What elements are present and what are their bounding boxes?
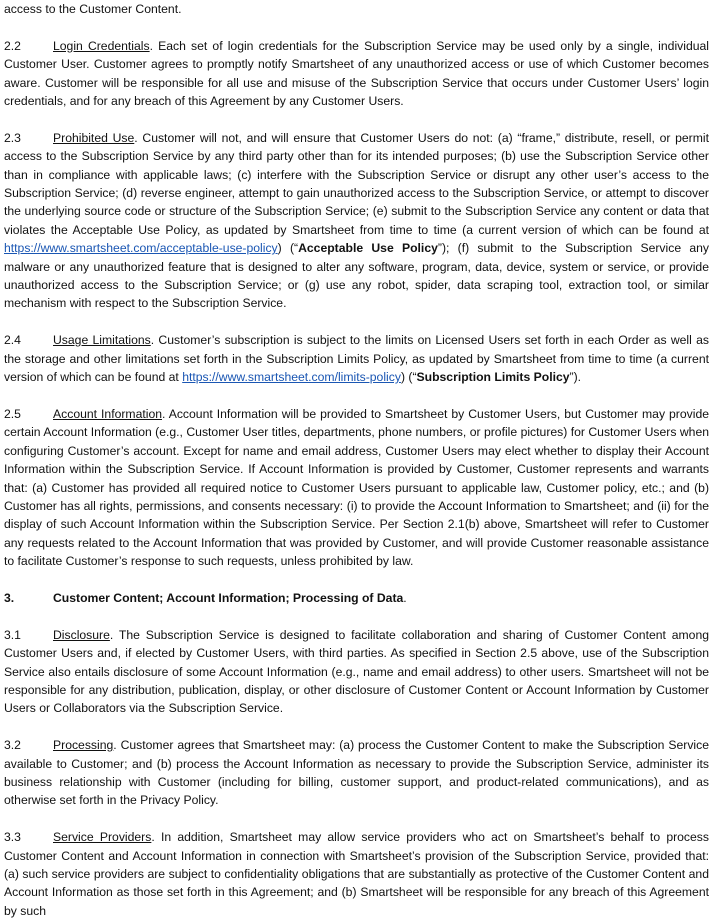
section-3-1 bbox=[4, 626, 709, 718]
section-number: 3. bbox=[4, 590, 15, 605]
section-body: . Account Information will be provided to Smartsheet by Customer Users, but Customer may provide certain Account Information (e.g., Customer User titles, departments, phone numbers, or profile pictures) for Customer Users when configuring Customer’s account. Except for name and email address, Customer Users may elect whether to display their Account Information within the Subscription Service. If Account Information is provided by Customer, Customer represents and warrants that: (a) Customer has provided all required notice to Customer Users pursuant to applicable law, Customer policy, etc.; and (b) Customer has all rights, permissions, and consents necessary: (i) to provide the Account Information to Smartsheet; and (ii) for the display of such Account Information within the Subscription Service. Per Section 2.1(b) above, Smartsheet will refer to Customer any requests related to the Account Information that was provided by Customer, and will provide Customer reasonable assistance to facilitate Customer’s response to such requests, unless prohibited by law. bbox=[4, 406, 709, 569]
section-heading: Prohibited Use bbox=[53, 130, 135, 145]
section-number: 2.4 bbox=[4, 333, 21, 348]
section-2-3: 2.3 Prohibited Use. Customer will not, and will ensure that Customer Users do not: (a) “frame,” distribute, resell, or permit access to the Subscription Service by any third party other than for its intended purposes; (b) use the Subscription Service other than in compliance with applicable laws; (c) interfere with the Subscription Service or disrupt any other user’s access to the Subscription Service; (d) reverse engineer, attempt to gain unauthorized access to the Subscription Service, or attempt to discover the underlying source code or structure of the Subscription Service; (e) submit to the Subscription Service any content or data that violates the Acceptable Use Policy, as updated by Smartsheet from time to time (a current version of which can be found at https://www.smartsheet.com/acceptable-use-policy) (“Acceptable Use Policy”); (f) submit to the Subscription Service any malware or any unauthorized feature that is designed to alter any software, program, data, device, system or service, or provide unauthorized access to the Subscription Service; or (g) use any robot, spider, data scraping tool, extraction tool, or similar mechanism with respect to the Subscription Service. bbox=[4, 130, 710, 311]
section-number: 3.2 bbox=[4, 738, 21, 753]
section-heading: Usage Limitations bbox=[53, 333, 151, 348]
section-number: 3.1 bbox=[4, 627, 21, 642]
section-heading: Service Providers bbox=[53, 830, 152, 845]
section-2-2 bbox=[4, 37, 709, 111]
section-heading: Processing bbox=[53, 738, 114, 753]
section-heading: Customer Content; Account Information; Processing of Data bbox=[53, 590, 404, 605]
section-heading: Login Credentials bbox=[53, 38, 150, 53]
section-3-title: 3. Customer Content; Account Information; Processing of Data. bbox=[4, 589, 709, 607]
section-body: . In addition, Smartsheet may allow service providers who act on Smartsheet’s behalf to process Customer Content and Account Information in connection with Smartsheet’s provision of the Subscription Service, provided that: (a) such service providers are subject to confidentiality obligations that are substantially as protective of the Customer Content and Account Information as those set forth in this Agreement; and (b) Smartsheet will be responsible for any breach of this Agreement by such bbox=[4, 830, 709, 918]
defined-term: Subscription Limits Policy bbox=[416, 370, 570, 385]
defined-term: Acceptable Use Policy bbox=[298, 241, 438, 256]
intro-line: access to the Customer Content. bbox=[4, 2, 182, 16]
section-heading: Disclosure bbox=[53, 627, 110, 642]
section-2-4: 2.4 Usage Limitations. Customer’s subscription is subject to the limits on Licensed Users set forth in each Order as well as the storage and other limitations set forth in the Subscription Limits Policy, as updated by Smartsheet from time to time (a current version of which can be found at https://www.smartsheet.com/limits-policy) (“Subscription Limits Policy”). bbox=[4, 333, 709, 385]
section-body: . The Subscription Service is designed to facilitate collaboration and sharing of Customer Content among Customer Users and, if elected by Customer Users, with third parties. As specified in Section 2.5 above, use of the Subscription Service also entails disclosure of some Account Information (e.g., name and email address) to other users. Smartsheet will not be responsible for any distribution, publication, display, or other disclosure of Customer Content or Account Information by Customer Users or Collaborators via the Subscription Service. bbox=[4, 627, 709, 716]
section-number: 2.2 bbox=[4, 38, 21, 53]
limits-policy-link[interactable]: https://www.smartsheet.com/limits-policy bbox=[182, 370, 401, 385]
section-number: 3.3 bbox=[4, 830, 21, 845]
acceptable-use-policy-link[interactable]: https://www.smartsheet.com/acceptable-use-policy bbox=[4, 241, 278, 256]
section-3-3 bbox=[4, 828, 709, 920]
section-3-2 bbox=[4, 736, 709, 810]
section-heading: Account Information bbox=[53, 406, 162, 421]
section-number: 2.3 bbox=[4, 130, 21, 145]
section-number: 2.5 bbox=[4, 406, 21, 421]
section-body: . Customer agrees that Smartsheet may: (a) process the Customer Content to make the Subscription Service available to Customer; and (b) process the Account Information as necessary to provide the Subscription Service, administer its business relationship with Customer (including for billing, customer support, and product-related communications), and as otherwise set forth in the Privacy Policy. bbox=[4, 738, 709, 808]
section-body: . Each set of login credentials for the Subscription Service may be used only by a single, individual Customer User. Customer agrees to promptly notify Smartsheet of any unauthorized access or use of which Customer becomes aware. Customer will be responsible for all use and misuse of the Subscription Service that occurs under Customer Users’ login credentials, and for any breach of this Agreement by any Customer Users. bbox=[4, 38, 709, 109]
section-body: . Customer’s subscription is subject to the limits on Licensed Users set forth in each Order as well as the storage and other limitations set forth in the Subscription Limits Policy, as updated by Smartsheet from time to time (a current version of which can be found at bbox=[4, 333, 709, 385]
section-2-5 bbox=[4, 405, 709, 571]
section-body: . Customer will not, and will ensure that Customer Users do not: (a) “frame,” distribute, resell, or permit access to the Subscription Service by any third party other than for its intended purposes; (b) use the Subscription Service other than in compliance with applicable laws; (c) interfere with the Subscription Service or disrupt any other user’s access to the Subscription Service; (d) reverse engineer, attempt to gain unauthorized access to the Subscription Service, or attempt to discover the underlying source code or structure of the Subscription Service; (e) submit to the Subscription Service any content or data that violates the Acceptable Use Policy, as updated by Smartsheet from time to time (a current version of which can be found at bbox=[4, 130, 709, 237]
